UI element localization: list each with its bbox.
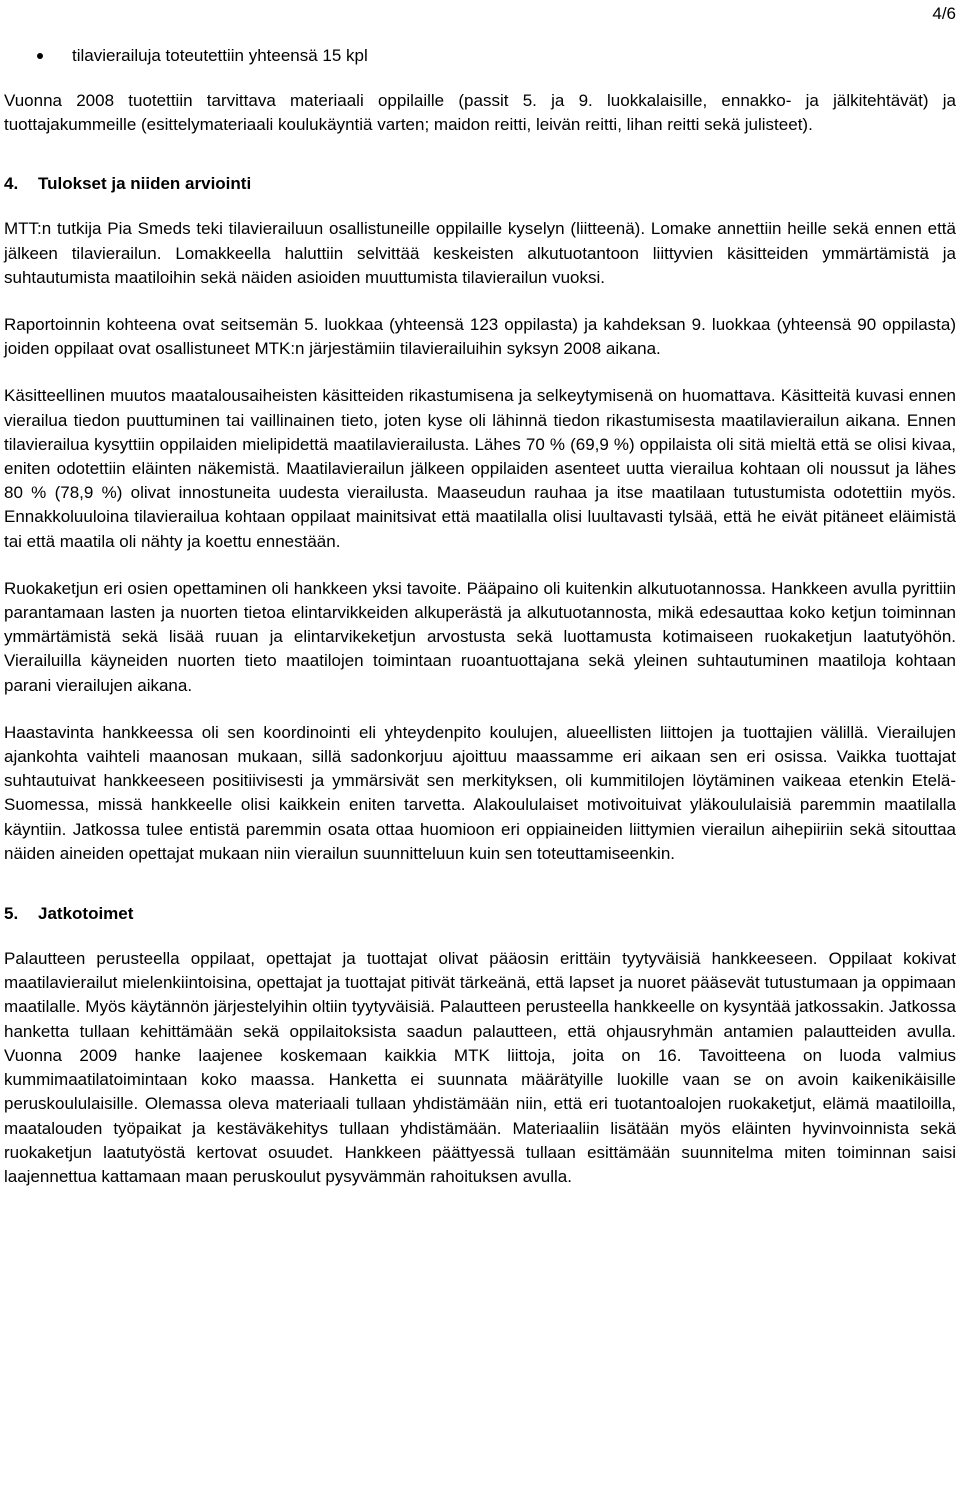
paragraph: Käsitteellinen muutos maatalousaiheisten käsitteiden rikastumisena ja selkeytymisenä on huomattava. Käsitteitä kuvasi ennen vierailua tiedon puuttuminen tai vaillinainen tieto, joten kyse oli lähinnä tiedon rikastumisesta maatilavierailun aikana. Ennen tilavierailua kysyttiin oppilaiden mielipidettä maatilavierailusta. Lähes 70 % (69,9 %) oppilaista oli sitä mieltä että se olisi kivaa, eniten odotettiin eläinten näkemistä. Maatilavierailun jälkeen oppilaiden asenteet uutta vierailua kohtaan oli noussut ja lähes 80 % (78,9 %) olivat innostuneita uudesta vierailusta. Maaseudun rauhaa ja itse maatilaan tutustumista odotettiin myös. Ennakkoluuloina tilavierailua kohtaan oppilaat mainitsivat että maatilalla olisi luultavasti tylsää, että he eivät pitäneet eläimistä tai että maatila oli nähty ja koettu ennestään. — [4, 386, 956, 551]
paragraph: MTT:n tutkija Pia Smeds teki tilavierailuun osallistuneille oppilaille kyselyn (liitteenä). Lomake annettiin heille sekä ennen että jälkeen tilavierailun. Lomakkeella haluttiin selvittää keskeisten alkutuotantoon liittyvien käsitteiden ymmärtämistä ja suhtautumista maatiloihin sekä näiden asioiden muuttumista tilavierailun vuoksi. — [4, 219, 956, 287]
list-item-text: tilavierailuja toteutettiin yhteensä 15 kpl — [72, 46, 368, 65]
section-title: Jatkotoimet — [38, 904, 134, 924]
paragraph-intro: Vuonna 2008 tuotettiin tarvittava materiaali oppilaille (passit 5. ja 9. luokkalaisille, ennakko- ja jälkitehtävät) ja tuottajakummeille (esittelymateriaali koulukäyntiä varten; maidon reitti, leivän reitti, lihan reitti sekä julisteet). — [4, 91, 956, 135]
list-item — [4, 44, 956, 68]
bullet-icon — [37, 53, 43, 59]
page-number: 4/6 — [932, 4, 956, 23]
section-number: 4. — [4, 174, 19, 194]
document-body — [4, 44, 956, 1189]
bullet-list — [4, 44, 956, 68]
paragraph: Raportoinnin kohteena ovat seitsemän 5. luokkaa (yhteensä 123 oppilasta) ja kahdeksan 9. luokkaa (yhteensä 90 oppilasta) joiden oppilaat ovat osallistuneet MTK:n järjestämiin tilavierailuihin syksyn 2008 aikana. — [4, 315, 956, 359]
section-heading-4 — [4, 172, 956, 196]
paragraph: Haastavinta hankkeessa oli sen koordinointi eli yhteydenpito koulujen, alueellisten liittojen ja tuottajien välillä. Vierailujen ajankohta vaihteli maanosan mukaan, sillä sadonkorjuu ajoittuu maassamme eri aikaan sen eri osissa. Vaikka tuottajat suhtautuivat hankkeeseen positiivisesti ja ymmärsivät sen merkityksen, oli kummitilojen löytäminen vaikeaa etenkin Etelä-Suomessa, missä hankkeelle olisi kaikkein eniten tarvetta. Alakoululaiset motivoituivat yläkoululaisiä paremmin maatilalla käyntiin. Jatkossa tulee entistä paremmin osata ottaa huomioon eri oppiaineiden liittymien vierailun aihepiiriin sekä sitouttaa näiden aineiden opettajat mukaan niin vierailun suunnitteluun kuin sen toteuttamiseenkin. — [4, 722, 956, 863]
section-heading-5 — [4, 902, 956, 926]
paragraph: Palautteen perusteella oppilaat, opettajat ja tuottajat olivat pääosin erittäin tyytyväisiä hankkeeseen. Oppilaat kokivat maatilavierailut mielenkiintoisina, opettajat ja tuottajat pitivät tärkeänä, että lapset ja nuoret pääsevät tutustumaan ja oppimaan maatilalle. Myös käytännön järjestelyihin oltiin tyytyväisiä. Palautteen perusteella hankkeelle on kysyntää jatkossakin. Jatkossa hanketta tullaan kehittämään sekä oppilaitoksista saadun palautteen, että ohjausryhmän antamien palautteiden avulla. Vuonna 2009 hanke laajenee koskemaan kaikkia MTK liittoja, joita on 16. Tavoitteena on luoda valmius kummimaatilatoimintaan koko maassa. Hanketta ei suunnata määrätyille luokille vaan se on avoin kaikenikäisille peruskoululaisille. Olemassa oleva materiaali tullaan yhdistämään niin, että eri tuotantoalojen ruokaketjut, elämä maatiloilla, maatalouden työpaikat ja kestäväkehitys tullaan yhdistämään. Materiaaliin lisätään myös eläinten hyvinvoinnista sekä ruokaketjun laatutyöstä kertovat osuudet. Hankkeen päättyessä tullaan esittämään suunnitelma miten toiminnan saisi laajennettua kattamaan maan peruskoulut pysyvämmän rahoituksen avulla. — [4, 949, 956, 1186]
section-title: Tulokset ja niiden arviointi — [38, 174, 252, 194]
paragraph: Ruokaketjun eri osien opettaminen oli hankkeen yksi tavoite. Pääpaino oli kuitenkin alkutuotannossa. Hankkeen avulla pyrittiin parantamaan lasten ja nuorten tietoa elintarvikkeiden alkuperästä ja alkutuotannosta, mikä edesauttaa koko ketjun toiminnan ymmärtämistä sekä lisää ruuan ja elintarvikeketjun arvostusta sekä luottamusta kotimaiseen ruokaketjun laatutyöhön. Vierailuilla käyneiden nuorten tieto maatilojen toimintaan ruoantuottajana sekä yleinen suhtautuminen maatiloja kohtaan parani vierailujen aikana. — [4, 578, 956, 695]
section-number: 5. — [4, 904, 19, 924]
